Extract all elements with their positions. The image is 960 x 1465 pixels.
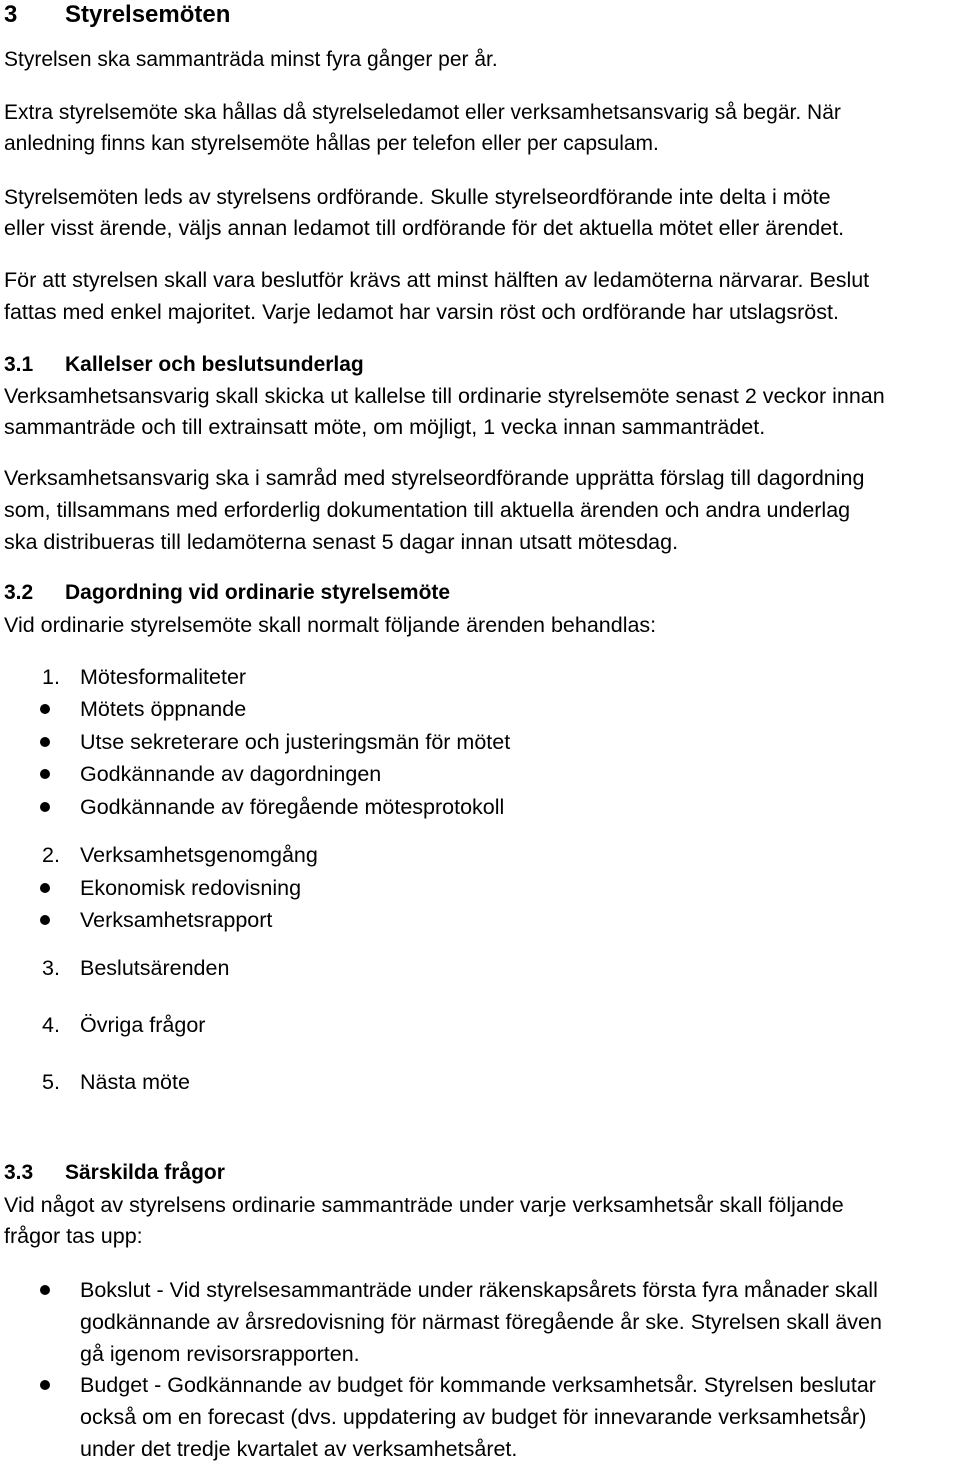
list-number: 4.: [42, 1013, 60, 1037]
section-3-heading: [4, 0, 230, 31]
paragraph-line: sammanträde och till extrainsatt möte, om möjligt, 1 vecka innan sammanträdet.: [4, 415, 766, 439]
paragraph-line: Verksamhetsansvarig ska i samråd med styrelseordförande upprätta förslag till dagordning: [4, 466, 865, 490]
paragraph-line: som, tillsammans med erforderlig dokumentation till aktuella ärenden och andra underlag: [4, 498, 851, 522]
list-item-line: Bokslut - Vid styrelsesammanträde under räkenskapsårets första fyra månader skall: [80, 1278, 878, 1302]
agenda-item-text: Godkännande av dagordningen: [80, 762, 382, 786]
agenda-item-text: Övriga frågor: [80, 1013, 206, 1037]
bullet-icon: [40, 802, 50, 812]
section-number: 3: [4, 1, 18, 28]
list-item-text: [80, 1369, 956, 1465]
section-3-2-heading: [4, 577, 450, 609]
agenda-item-text: Mötets öppnande: [80, 697, 247, 721]
paragraph-line: Extra styrelsemöte ska hållas då styrelseledamot eller verksamhetsansvarig så begär. När: [4, 101, 841, 124]
agenda-item-text: Verksamhetsrapport: [80, 908, 273, 932]
list-item-line: gå igenom revisorsrapporten.: [80, 1342, 360, 1366]
section-title: Kallelser och beslutsunderlag: [65, 353, 364, 376]
list-item-line: Budget - Godkännande av budget för kommande verksamhetsår. Styrelsen beslutar: [80, 1373, 876, 1397]
paragraph-fragment: Skulle styrelseordförande inte delta i möte: [430, 185, 831, 209]
paragraph-line: Styrelsen ska sammanträda minst fyra gånger per år.: [4, 48, 498, 71]
paragraph-line: Vid ordinarie styrelsemöte skall normalt följande ärenden behandlas:: [4, 613, 657, 637]
agenda-item-text: Godkännande av föregående mötesprotokoll: [80, 795, 505, 819]
bullet-icon: [40, 769, 50, 779]
paragraph-line: För att styrelsen skall vara beslutför krävs att minst hälften av ledamöterna närvarar. Beslut: [4, 268, 870, 292]
section-3-1-heading: [4, 349, 364, 381]
bullet-icon: [40, 704, 50, 714]
agenda-item-text: Verksamhetsgenomgång: [80, 843, 318, 867]
list-item-line: under det tredje kvartalet av verksamhetsåret.: [80, 1437, 518, 1461]
list-item-line: godkännande av årsredovisning för närmast föregående år ske. Styrelsen skall även: [80, 1310, 882, 1334]
bullet-icon: [40, 915, 50, 925]
paragraph-line: [4, 181, 831, 214]
bullet-icon: [40, 1285, 50, 1295]
list-item-line: också om en forecast (dvs. uppdatering av budget för innevarande verksamhetsår): [80, 1405, 867, 1429]
section-number: 3.1: [4, 353, 34, 376]
paragraph-line: Verksamhetsansvarig skall skicka ut kallelse till ordinarie styrelsemöte senast 2 veckor innan: [4, 384, 885, 408]
section-number: 3.3: [4, 1161, 34, 1184]
section-title: Styrelsemöten: [65, 1, 231, 28]
paragraph-line: anledning finns kan styrelsemöte hållas per telefon eller per capsulam.: [4, 132, 659, 155]
agenda-item-text: Ekonomisk redovisning: [80, 876, 302, 900]
paragraph-line: frågor tas upp:: [4, 1224, 143, 1248]
agenda-item-text: Utse sekreterare och justeringsmän för mötet: [80, 730, 511, 754]
list-number: 3.: [42, 956, 60, 980]
agenda-item-text: Mötesformaliteter: [80, 665, 247, 689]
list-number: 1.: [42, 665, 60, 689]
bullet-icon: [40, 737, 50, 747]
section-3-3-heading: [4, 1157, 225, 1189]
list-number: 2.: [42, 843, 60, 867]
paragraph-fragment: Styrelsemöten leds av styrelsens ordförande.: [4, 186, 425, 209]
bullet-icon: [40, 883, 50, 893]
paragraph-line: eller visst ärende, väljs annan ledamot till ordförande för det aktuella mötet eller ärendet.: [4, 216, 845, 240]
list-number: 5.: [42, 1070, 60, 1094]
agenda-item-text: Beslutsärenden: [80, 956, 230, 980]
section-title: Särskilda frågor: [65, 1161, 225, 1184]
paragraph-line: Vid något av styrelsens ordinarie sammanträde under varje verksamhetsår skall följande: [4, 1193, 844, 1217]
agenda-item-text: Nästa möte: [80, 1070, 190, 1094]
paragraph-line: fattas med enkel majoritet. Varje ledamot har varsin röst och ordförande har utslagsröst.: [4, 300, 839, 324]
paragraph-line: ska distribueras till ledamöterna senast 5 dagar innan utsatt mötesdag.: [4, 530, 679, 554]
list-item-text: [80, 1274, 956, 1370]
bullet-icon: [40, 1380, 50, 1390]
section-number: 3.2: [4, 581, 34, 604]
section-title: Dagordning vid ordinarie styrelsemöte: [65, 581, 451, 604]
